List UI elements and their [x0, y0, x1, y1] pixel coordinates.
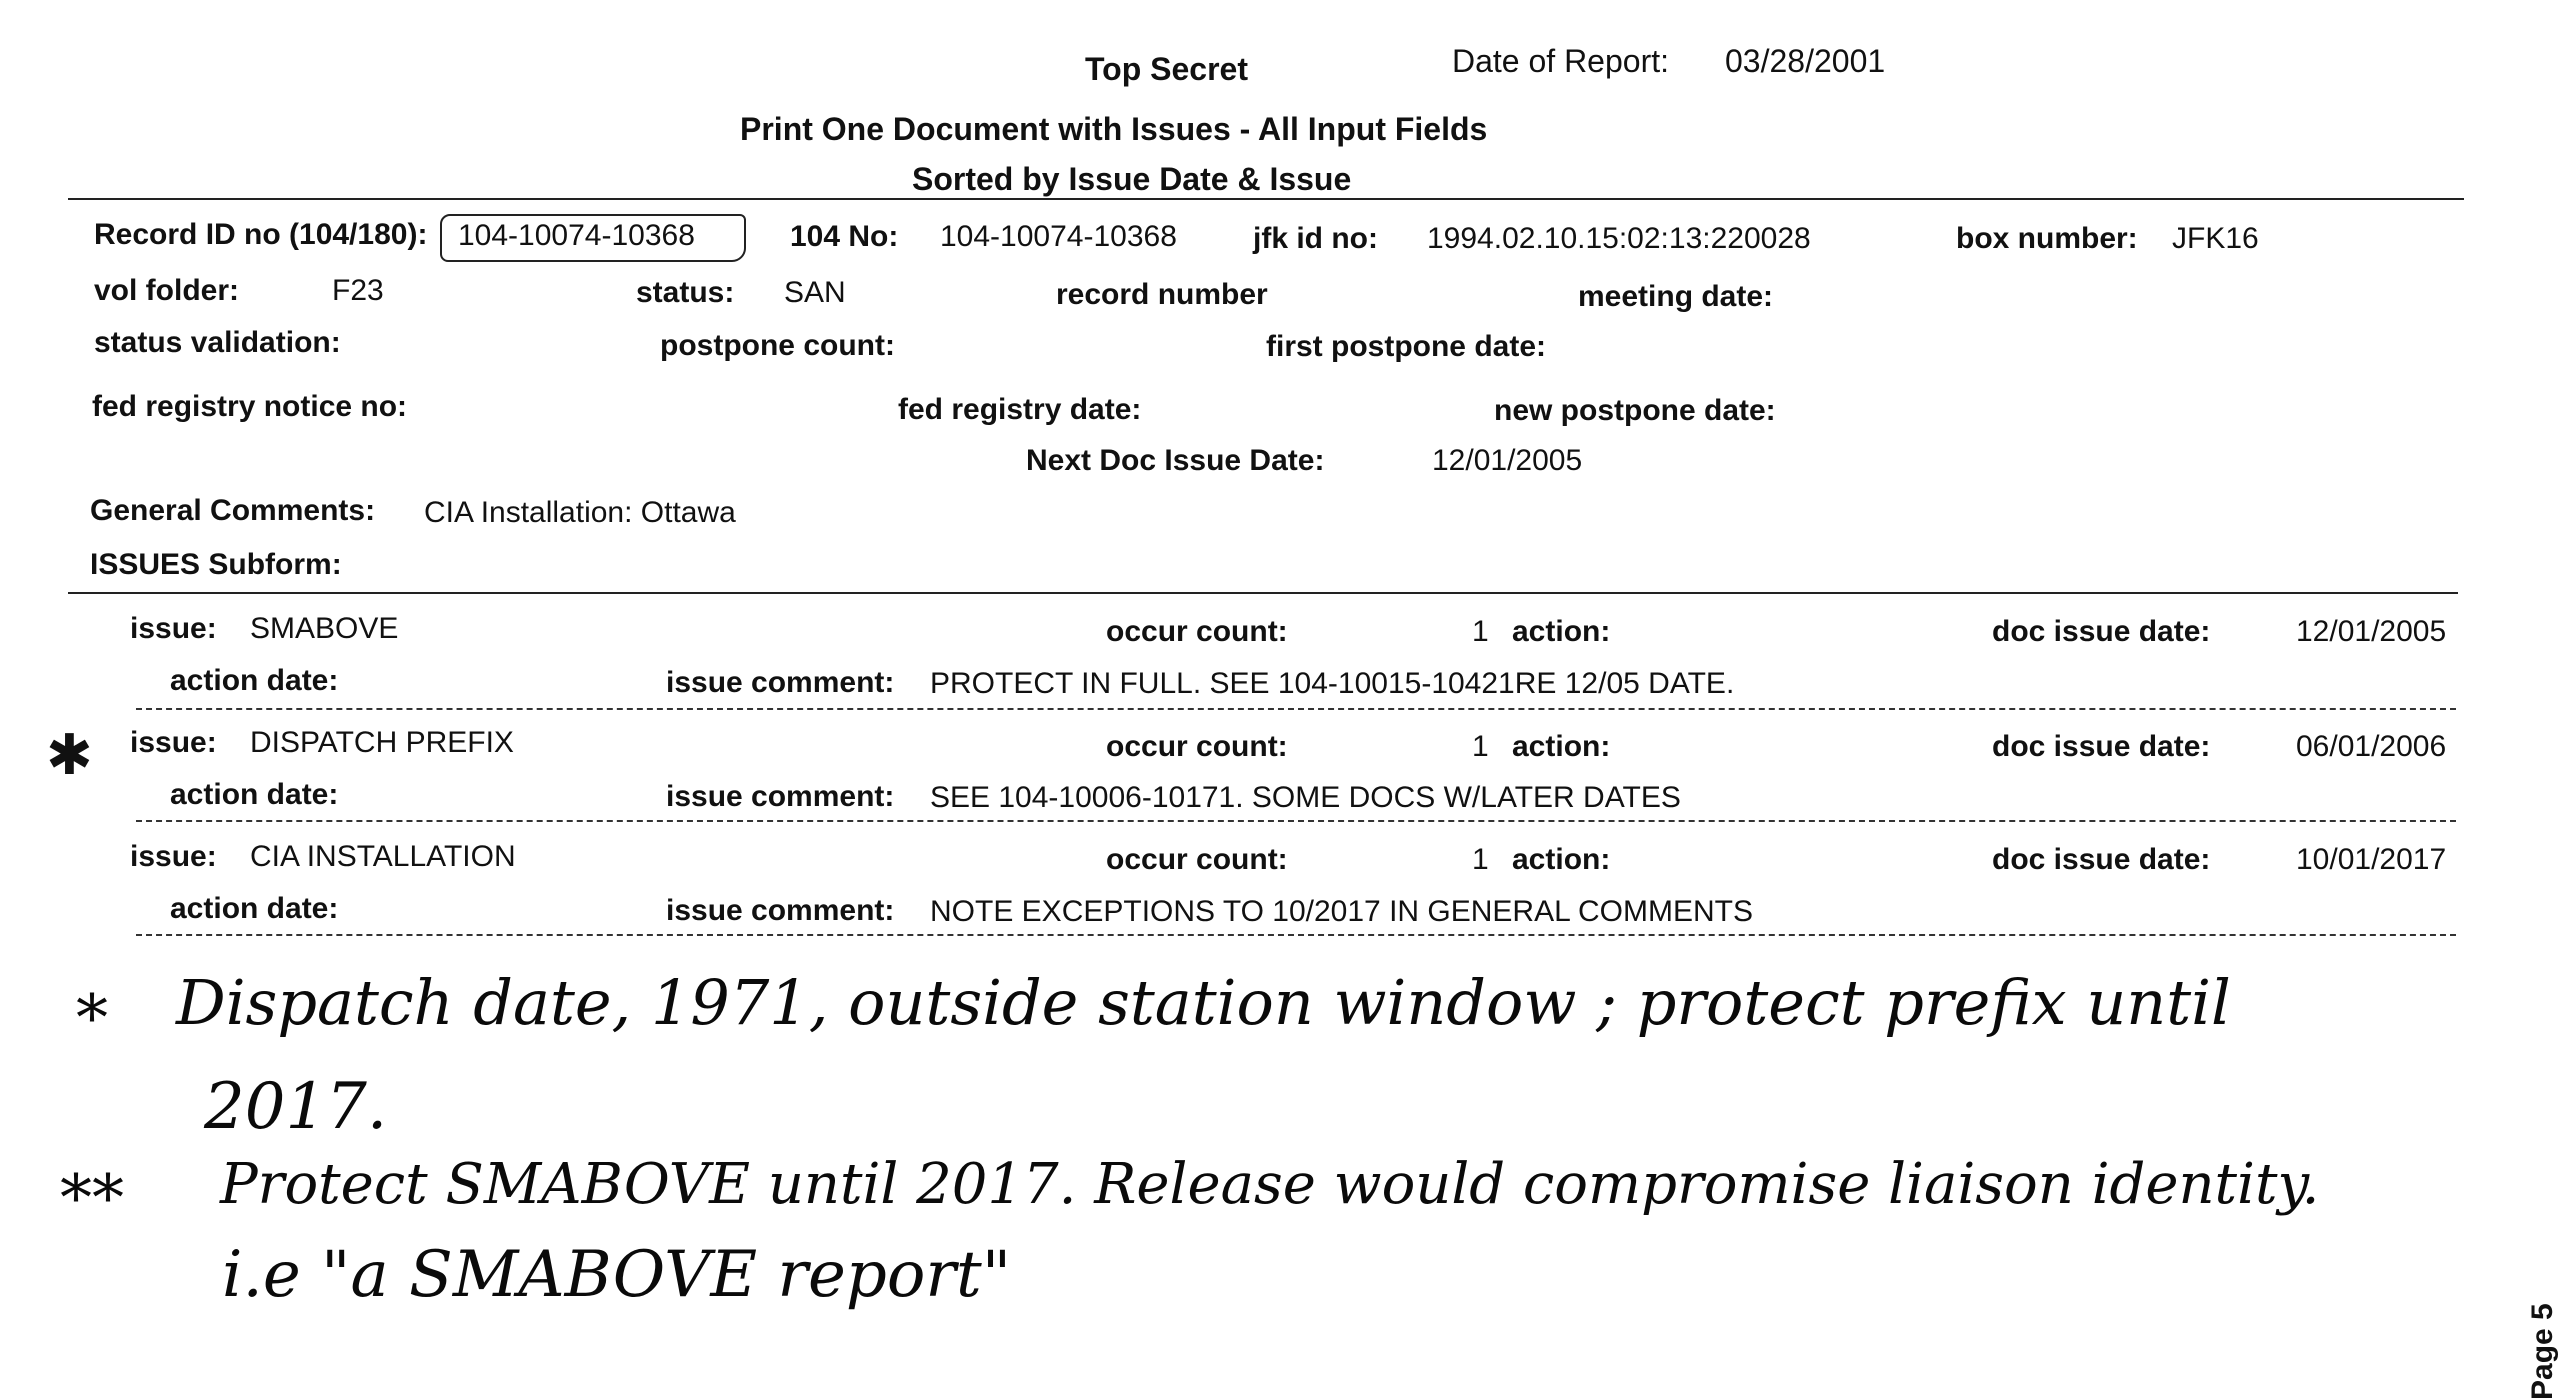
occur-count-label: occur count:: [1106, 843, 1288, 876]
no104-value: 104-10074-10368: [940, 220, 1177, 253]
handwritten-note-line: Protect SMABOVE until 2017. Release would compromise liaison identity.: [220, 1152, 2320, 1217]
action-date-label: action date:: [170, 892, 339, 925]
report-subtitle: Sorted by Issue Date & Issue: [912, 161, 1352, 197]
status-value: SAN: [784, 276, 846, 309]
issue-comment-value: NOTE EXCEPTIONS TO 10/2017 IN GENERAL COMMENTS: [930, 895, 1753, 928]
next-doc-issue-date-label: Next Doc Issue Date:: [1026, 444, 1325, 477]
jfk-id-label: jfk id no:: [1253, 222, 1378, 255]
postpone-count-label: postpone count:: [660, 329, 895, 362]
header-divider: [68, 198, 2464, 200]
status-validation-label: status validation:: [94, 326, 341, 359]
action-date-label: action date:: [170, 778, 339, 811]
doc-issue-date-label: doc issue date:: [1992, 730, 2211, 763]
issue-separator: [136, 934, 2456, 936]
report-date-value: 03/28/2001: [1725, 43, 1886, 79]
handwritten-note-line: 2017.: [204, 1070, 388, 1144]
first-postpone-date-label: first postpone date:: [1266, 330, 1547, 363]
handwritten-note-line: Dispatch date, 1971, outside station window ; protect prefix until: [176, 966, 2231, 1039]
page-number-label: Page 5: [2526, 1303, 2559, 1400]
general-comments-value: CIA Installation: Ottawa: [424, 496, 736, 529]
issue-comment-label: issue comment:: [666, 894, 895, 927]
box-number-label: box number:: [1956, 222, 2138, 255]
handwritten-note-mark: *: [76, 982, 108, 1056]
doc-issue-date-label: doc issue date:: [1992, 843, 2211, 876]
action-date-label: action date:: [170, 664, 339, 697]
doc-issue-date-label: doc issue date:: [1992, 615, 2211, 648]
issue-separator: [136, 820, 2456, 822]
doc-issue-date-value: 06/01/2006: [2296, 730, 2447, 763]
occur-count-value: 1: [1472, 730, 1489, 763]
action-label: action:: [1512, 730, 1611, 763]
general-comments-label: General Comments:: [90, 494, 376, 527]
issue-value: DISPATCH PREFIX: [250, 726, 514, 759]
action-label: action:: [1512, 843, 1611, 876]
issue-label: issue:: [130, 612, 217, 645]
handwritten-note-line: i.e "a SMABOVE report": [222, 1238, 1012, 1312]
jfk-id-value: 1994.02.10.15:02:13:220028: [1427, 222, 1811, 255]
action-label: action:: [1512, 615, 1611, 648]
issue-label: issue:: [130, 840, 217, 873]
report-date-label: Date of Report:: [1452, 43, 1669, 79]
fed-registry-date-label: fed registry date:: [898, 393, 1142, 426]
doc-issue-date-value: 12/01/2005: [2296, 615, 2447, 648]
margin-star-mark: ✱: [46, 723, 93, 788]
no104-label: 104 No:: [790, 220, 899, 253]
issue-separator: [136, 708, 2456, 710]
issues-subform-label: ISSUES Subform:: [90, 548, 342, 581]
doc-issue-date-value: 10/01/2017: [2296, 843, 2447, 876]
issue-comment-label: issue comment:: [666, 666, 895, 699]
issue-comment-value: SEE 104-10006-10171. SOME DOCS W/LATER DATES: [930, 781, 1681, 814]
handwritten-note-mark: **: [60, 1162, 124, 1236]
occur-count-label: occur count:: [1106, 730, 1288, 763]
issue-comment-label: issue comment:: [666, 780, 895, 813]
next-doc-issue-date-value: 12/01/2005: [1432, 444, 1583, 477]
record-id-value: 104-10074-10368: [458, 219, 695, 252]
issue-value: SMABOVE: [250, 612, 399, 645]
record-id-label: Record ID no (104/180):: [94, 218, 428, 251]
issues-divider: [68, 592, 2458, 594]
box-number-value: JFK16: [2172, 222, 2259, 255]
occur-count-label: occur count:: [1106, 615, 1288, 648]
occur-count-value: 1: [1472, 843, 1489, 876]
report-title: Print One Document with Issues - All Input Fields: [740, 111, 1488, 147]
vol-folder-label: vol folder:: [94, 274, 240, 307]
issue-comment-value: PROTECT IN FULL. SEE 104-10015-10421RE 12/05 DATE.: [930, 667, 1735, 700]
classification-label: Top Secret: [1085, 51, 1248, 87]
new-postpone-date-label: new postpone date:: [1494, 394, 1776, 427]
fed-registry-notice-label: fed registry notice no:: [92, 390, 408, 423]
occur-count-value: 1: [1472, 615, 1489, 648]
meeting-date-label: meeting date:: [1578, 280, 1774, 313]
record-number-label: record number: [1056, 278, 1268, 311]
issue-label: issue:: [130, 726, 217, 759]
vol-folder-value: F23: [332, 274, 384, 307]
status-label: status:: [636, 276, 735, 309]
issue-value: CIA INSTALLATION: [250, 840, 516, 873]
